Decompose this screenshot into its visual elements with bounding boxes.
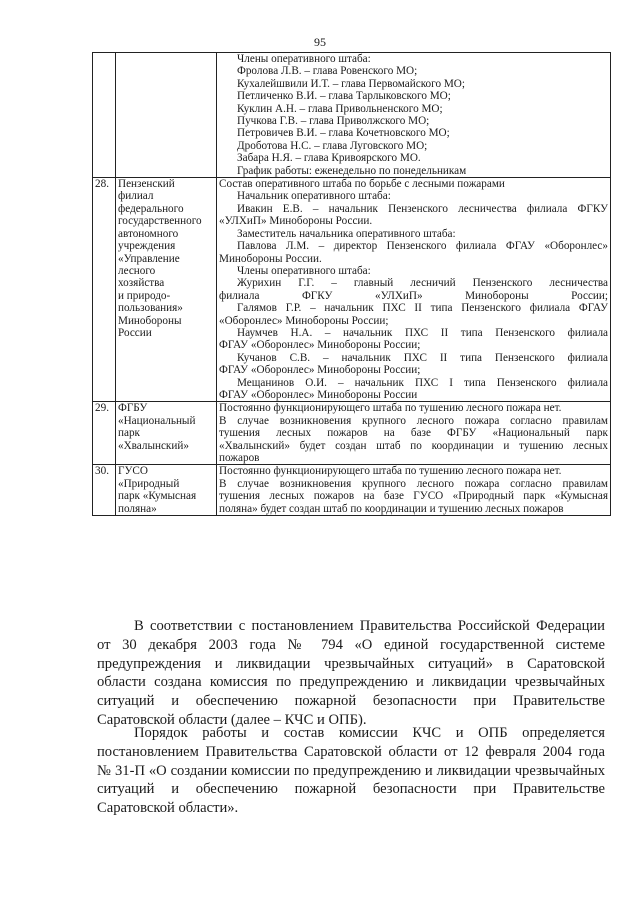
staff-cell	[217, 402, 611, 465]
staff-line: График работы: еженедельно по понедельникам	[237, 164, 467, 177]
staff-line: Начальник оперативного штаба:	[237, 190, 391, 203]
organization-line: «Национальный	[118, 414, 196, 427]
organization-line: государственного	[118, 215, 202, 228]
staff-line: филиала ФГКУ «УЛХиП» Минобороны России;	[219, 289, 608, 302]
page-number: 95	[314, 35, 326, 49]
staff-line: пожаров	[219, 452, 260, 464]
staff-line: Дроботова Н.С. – глава Луговского МО;	[237, 139, 428, 152]
headquarters-table	[92, 52, 611, 516]
staff-line: ФГАУ «Оборонлес» Минобороны России	[219, 388, 418, 401]
organization-cell	[116, 178, 217, 402]
row-number: 29.	[93, 402, 116, 465]
paragraph-line: ситуаций и обеспечению пожарной безопасности при Правительстве	[97, 693, 605, 710]
paragraph-line: области создана комиссия по предупреждению и ликвидации чрезвычайных	[97, 674, 605, 691]
organization-line: Пензенский	[118, 178, 175, 191]
paragraph-line: В соответствии с постановлением Правительства Российской Федерации	[134, 618, 605, 634]
staff-line: Постоянно функционирующего штаба по тушению лесного пожара нет.	[219, 402, 562, 415]
staff-line: Петличенко В.И. – глава Тарлыковского МО;	[237, 90, 451, 103]
organization-cell	[116, 465, 217, 516]
organization-line: Минобороны	[118, 314, 182, 327]
staff-line: Пучкова Г.В. – глава Приволжского МО;	[237, 115, 430, 128]
staff-line: В случае возникновения крупного лесного пожара согласно правилам	[219, 414, 608, 427]
organization-cell	[116, 402, 217, 465]
staff-line: «Оборонлес» Минобороны России;	[219, 314, 389, 327]
organization-line: ГУСО	[118, 465, 148, 478]
paragraph-kchs-established	[97, 617, 605, 730]
staff-line: ФГАУ «Оборонлес» Минобороны России;	[219, 339, 421, 352]
table-row	[93, 402, 611, 465]
staff-line: Ивакин Е.В. – начальник Пензенского лесничества филиала ФГКУ	[237, 202, 608, 215]
table-row	[93, 178, 611, 402]
staff-line: Журихин Г.Г. – главный лесничий Пензенского лесничества	[237, 277, 608, 290]
paragraph-line: постановлением Правительства Саратовской области от 12 февраля 2004 года	[97, 743, 605, 760]
staff-line: Забара Н.Я. – глава Кривоярского МО.	[237, 152, 421, 165]
organization-line: учреждения	[118, 240, 176, 253]
table-body	[93, 53, 611, 516]
staff-line: Заместитель начальника оперативного штаба:	[237, 227, 456, 240]
organization-line: федерального	[118, 202, 184, 215]
paragraph-line: Саратовской области».	[97, 800, 239, 817]
organization-line: филиал	[118, 190, 154, 203]
row-number: 28.	[93, 178, 116, 402]
paragraph-line: Саратовской области (далее – КЧС и ОПБ).	[97, 711, 367, 728]
staff-line: Петровичев В.И. – глава Кочетновского МО;	[237, 127, 450, 140]
staff-line: Состав оперативного штаба по борьбе с лесными пожарами	[219, 178, 505, 191]
staff-line: В случае возникновения крупного лесного пожара согласно правилам	[219, 477, 608, 490]
paragraph-kchs-procedure	[97, 724, 605, 818]
staff-line: Фролова Л.В. – глава Ровенского МО;	[237, 65, 418, 78]
staff-line: Члены оперативного штаба:	[237, 53, 371, 65]
table-row	[93, 465, 611, 516]
staff-cell	[217, 53, 611, 178]
paragraph-line: ситуаций и обеспечению пожарной безопасности при Правительстве	[97, 781, 605, 798]
paragraph-line: от 30 декабря 2003 года № 794 «О единой государственной системе	[97, 636, 605, 653]
organization-line: пользования»	[118, 302, 183, 315]
paragraph-line: № 31-П «О создании комиссии по предупреждению и ликвидации чрезвычайных	[97, 762, 605, 779]
staff-line: Кучанов С.В. – начальник ПХС II типа Пензенского филиала	[237, 351, 608, 364]
organization-line: лесного	[118, 264, 156, 277]
staff-line: Члены оперативного штаба:	[237, 264, 371, 277]
organization-line: поляна»	[118, 502, 157, 515]
paragraph-line: предупреждения и ликвидации чрезвычайных ситуаций» в Саратовской	[97, 655, 605, 672]
staff-line: Кухалейшвили И.Т. – глава Первомайского МО;	[237, 77, 465, 90]
organization-line: ФГБУ	[118, 402, 148, 415]
organization-line: «Хвалынский»	[118, 439, 189, 452]
staff-line: Куклин А.Н. – глава Привольненского МО;	[237, 102, 443, 115]
organization-line: России	[118, 326, 152, 339]
staff-line: Наумчев Н.А. – начальник ПХС II типа Пензенского филиала	[237, 326, 608, 339]
staff-line: ФГАУ «Оборонлес» Минобороны России;	[219, 364, 421, 377]
paragraph-line: Порядок работы и состав комиссии КЧС и ОПБ определяется	[134, 725, 605, 741]
organization-line: «Управление	[118, 252, 180, 265]
organization-line: и природо-	[118, 289, 171, 302]
staff-cell	[217, 178, 611, 402]
staff-line: поляна» будет создан штаб по координации и тушению лесных пожаров	[219, 502, 564, 515]
staff-line: Галямов Г.Р. – начальник ПХС II типа Пензенского филиала ФГАУ	[237, 302, 608, 315]
row-number: 30.	[93, 465, 116, 516]
staff-line: Мещанинов О.И. – начальник ПХС I типа Пензенского филиала	[237, 376, 608, 389]
staff-cell	[217, 465, 611, 516]
organization-cell	[116, 53, 217, 178]
staff-line: «УЛХиП» Минобороны России.	[219, 215, 373, 228]
row-number	[93, 53, 116, 178]
organization-line: «Природный	[118, 477, 180, 490]
organization-line: автономного	[118, 227, 179, 240]
staff-line: Минобороны России.	[219, 252, 322, 265]
staff-line: Павлова Л.М. – директор Пензенского филиала ФГАУ «Оборонлес»	[237, 240, 608, 253]
staff-line: тушения лесных пожаров на базе ФГБУ «Национальный парк	[219, 427, 608, 440]
organization-line: парк	[118, 427, 140, 440]
organization-line: парк «Кумысная	[118, 490, 197, 503]
staff-line: «Хвалынский» будет создан штаб по координации и тушению лесных	[219, 439, 608, 452]
table-row	[93, 53, 611, 178]
staff-line: тушения лесных пожаров на базе ГУСО «Природный парк «Кумысная	[219, 490, 608, 503]
staff-line: Постоянно функционирующего штаба по тушению лесного пожара нет.	[219, 465, 562, 478]
organization-line: хозяйства	[118, 277, 165, 290]
